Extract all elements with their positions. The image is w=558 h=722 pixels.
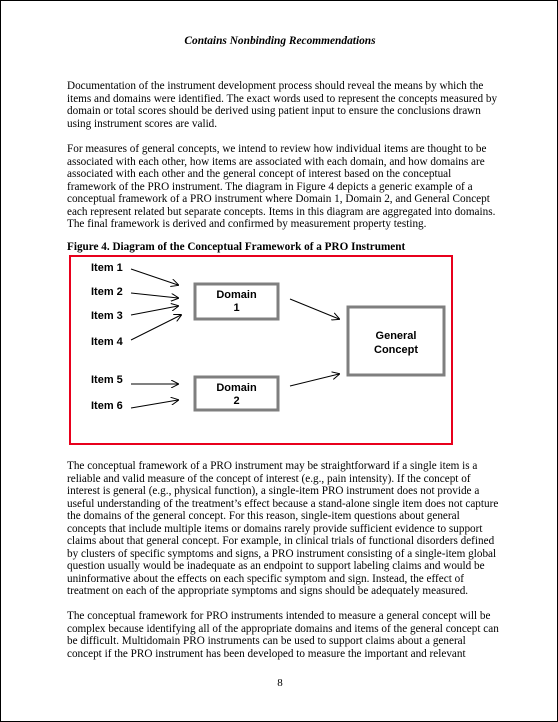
item-1-label: Item 1	[91, 262, 123, 274]
conceptual-framework-figure	[69, 255, 453, 445]
item-6-label: Item 6	[91, 400, 123, 412]
domain-2-label-line2: 2	[233, 395, 240, 407]
item-4-label: Item 4	[91, 336, 123, 348]
arrow-item2-domain1	[131, 293, 178, 298]
general-concept-label-line1: General	[375, 330, 417, 342]
domain-1-label-line2: 1	[233, 302, 240, 314]
arrow-item3-domain1	[131, 306, 178, 315]
general-concept-label-line2: Concept	[374, 344, 418, 356]
page-header: Contains Nonbinding Recommendations	[184, 35, 376, 47]
arrow-item4-domain1	[131, 315, 181, 340]
item-2-label: Item 2	[91, 286, 123, 298]
domain-1-label-line1: Domain	[216, 289, 257, 301]
arrow-item6-domain2	[131, 400, 178, 408]
paragraph-4: The conceptual framework for PRO instruments intended to measure a general concept will be complex because identifying all of the appropriate domains and items of the general concept can be difficult. Multidomain PRO instruments can be used to support claims about a general concept if the PRO instrument has been developed to measure the important and relevant	[67, 610, 499, 660]
item-5-label: Item 5	[91, 374, 123, 386]
arrow-item1-domain1	[131, 269, 178, 285]
arrow-domain1-concept	[290, 299, 339, 319]
item-3-label: Item 3	[91, 310, 123, 322]
paragraph-3: The conceptual framework of a PRO instrument may be straightforward if a single item is a reliable and valid measure of the concept of interest (e.g., pain intensity). If the concept of interest is general (e.g., physical function), a single-item PRO instrument does not provide a useful understanding of the treatment’s effect because a stand-alone single item does not capture the domains of the general concept. For this reason, single-item questions about general concepts that include multiple items or domains rarely provide sufficient evidence to support claims about that general concept. For example, in clinical trials of functional disorders defined by clusters of specific symptoms and signs, a PRO instrument consisting of a single-item global question usually would be inadequate as an endpoint to support labeling claims and would be uninformative about the effects on each specific symptom and sign. Instead, the effect of treatment on each of the appropriate symptoms and signs should be adequately measured.	[67, 460, 499, 597]
figure-title: Figure 4. Diagram of the Conceptual Framework of a PRO Instrument	[67, 241, 406, 253]
arrow-domain2-concept	[290, 374, 339, 386]
page-number: 8	[277, 677, 283, 689]
paragraph-1: Documentation of the instrument development process should reveal the means by which the items and domains were identified. The exact words used to represent the concepts measured by domain or total scores should be derived using patient input to ensure the conclusions drawn using instrument scores are valid.	[67, 80, 498, 130]
paragraph-2: For measures of general concepts, we intend to review how individual items are thought to be associated with each other, how items are associated with each domain, and how domains are associated with each other and the general concept of interest based on the conceptual framework of the PRO instrument. The diagram in Figure 4 depicts a generic example of a conceptual framework of a PRO instrument where Domain 1, Domain 2, and General Concept each represent related but separate concepts. Items in this diagram are aggregated into domains. The final framework is derived and confirmed by measurement property testing.	[67, 143, 496, 230]
framework-diagram	[71, 257, 451, 443]
domain-2-label-line1: Domain	[216, 382, 257, 394]
